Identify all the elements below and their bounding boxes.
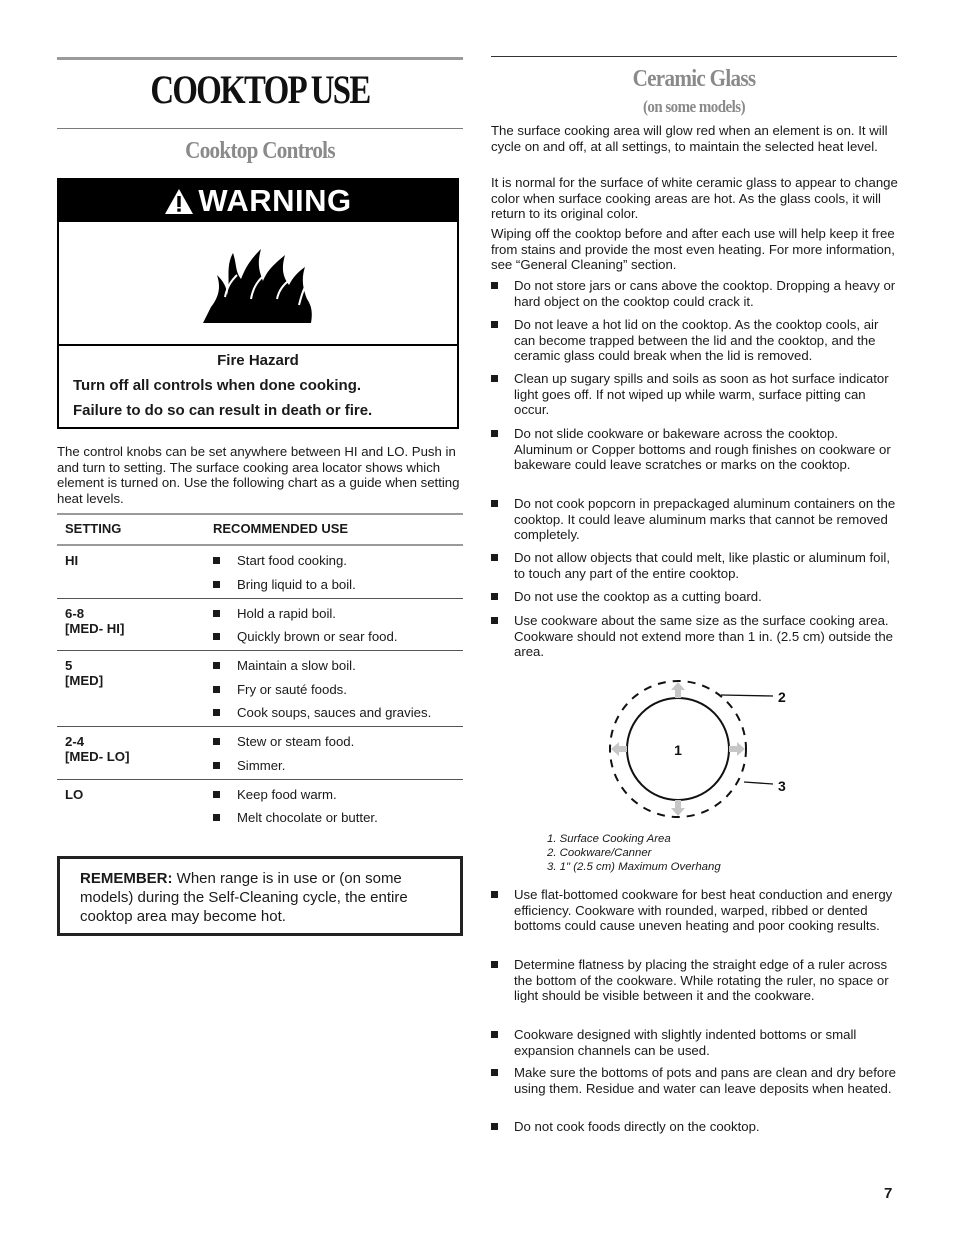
list-item: [491, 278, 899, 309]
list-item: [491, 1065, 899, 1096]
setting-label: [MED- LO]: [65, 749, 130, 764]
bullet-text: Do not slide cookware or bakeware across the cooktop. Aluminum or Copper bottoms and rough finishes on cookware or bakeware could leave scratches or marks on the cooktop.: [514, 426, 891, 473]
list-item: [491, 496, 899, 543]
bullet-square-icon: [491, 282, 498, 289]
hazard-line-2: Failure to do so can result in death or fire.: [73, 402, 373, 419]
hazard-text: [59, 346, 457, 419]
section-divider: [57, 128, 463, 129]
bullet-square-icon: [213, 814, 220, 821]
hazard-line-1: Turn off all controls when done cooking.: [73, 377, 362, 394]
table-header-row: [57, 514, 463, 545]
bullet-text: Use flat-bottomed cookware for best heat conduction and energy efficiency. Cookware with rounded, warped, ribbed or dented bottoms could cause uneven heating and poor cooking results.: [514, 887, 893, 934]
page-number: 7: [884, 1185, 893, 1202]
setting-label: [MED- HI]: [65, 620, 125, 636]
fire-icon: [201, 241, 316, 325]
bullet-text: Make sure the bottoms of pots and pans are clean and dry before using them. Residue and water can leave deposits when heated.: [514, 1065, 896, 1096]
hazard-title: Fire Hazard: [217, 352, 299, 369]
list-item: [213, 734, 463, 749]
use-cell: [205, 651, 463, 727]
bullet-square-icon: [213, 762, 220, 769]
list-item: [213, 606, 463, 621]
bullet-square-icon: [491, 554, 498, 561]
bullet-text: Do not cook popcorn in prepackaged aluminum containers on the cooktop. It could leave aluminum marks that cannot be removed completely.: [514, 496, 896, 543]
page-title: COOKTOP USE: [150, 67, 370, 112]
overhang-diagram-figure: [598, 676, 798, 826]
callout-1: 1: [674, 742, 682, 758]
use-text: Simmer.: [237, 757, 286, 773]
list-item: [213, 682, 463, 697]
warning-box: [57, 178, 459, 429]
list-item: [491, 426, 899, 473]
top-rule-right: [491, 56, 897, 57]
bullet-square-icon: [213, 557, 220, 564]
setting-label: [MED]: [65, 673, 104, 688]
remember-notice: [57, 856, 463, 936]
table-row: [57, 779, 463, 831]
section-subheading: (on some models): [642, 97, 746, 116]
use-cell: [205, 779, 463, 831]
setting-value: LO: [65, 786, 84, 802]
legend-item: 3. 1" (2.5 cm) Maximum Overhang: [547, 861, 721, 873]
paragraph: Wiping off the cooktop before and after each use will help keep it free from stains and provide the most even heating. For more information, see “General Cleaning” section.: [491, 226, 895, 273]
legend-item: 1. Surface Cooking Area: [547, 833, 671, 845]
setting-cell: [57, 598, 205, 651]
bullet-square-icon: [491, 891, 498, 898]
list-item: [213, 658, 463, 673]
setting-cell: [57, 727, 205, 780]
use-text: Fry or sauté foods.: [237, 681, 347, 697]
table-row: [57, 545, 463, 598]
bullet-text: Do not cook foods directly on the cooktop.: [514, 1119, 760, 1134]
bullet-square-icon: [213, 709, 220, 716]
table-row: [57, 651, 463, 727]
list-item: [213, 810, 463, 825]
use-text: Stew or steam food.: [237, 734, 355, 749]
warning-label: WARNING: [198, 183, 352, 218]
warning-triangle-icon: [164, 188, 194, 215]
list-item: [491, 613, 899, 660]
list-item: [491, 957, 899, 1004]
list-item: [491, 1119, 899, 1135]
list-item: [491, 371, 899, 418]
use-text: Start food cooking.: [237, 553, 347, 568]
bullet-square-icon: [491, 500, 498, 507]
bullet-square-icon: [213, 686, 220, 693]
bullet-square-icon: [213, 738, 220, 745]
bullet-text: Determine flatness by placing the straight edge of a ruler across the bottom of the cookware. While rotating the ruler, no space or light should be visible between it and the cookware.: [514, 957, 889, 1004]
callout-line-3: [744, 782, 773, 784]
list-item: [491, 887, 899, 934]
bullet-square-icon: [491, 1123, 498, 1130]
warning-banner: [59, 180, 457, 222]
list-item: [213, 705, 463, 720]
list-item: [213, 758, 463, 773]
heat-settings-table: [57, 513, 463, 831]
cookware-size-diagram: [598, 676, 798, 831]
top-rule-left: [57, 57, 463, 60]
use-text: Melt chocolate or butter.: [237, 810, 378, 825]
list-item: [491, 550, 899, 581]
bullet-square-icon: [491, 375, 498, 382]
callout-2: 2: [778, 689, 786, 705]
bullet-square-icon: [213, 633, 220, 640]
bullet-square-icon: [491, 1069, 498, 1076]
list-item: [213, 787, 463, 802]
table-row: [57, 727, 463, 780]
paragraph: The surface cooking area will glow red when an element is on. It will cycle on and off, at all settings, to maintain the selected heat level.: [491, 123, 888, 154]
callout-line-2: [721, 695, 773, 696]
use-text: Hold a rapid boil.: [237, 605, 336, 621]
bullet-text: Clean up sugary spills and soils as soon as hot surface indicator light goes off. If not wiped up while warm, surface pitting can occur.: [514, 371, 889, 418]
paragraph: It is normal for the surface of white ceramic glass to appear to change color when surface cooking areas are hot. As the glass cools, it will return to its original color.: [491, 175, 898, 222]
fire-area: [59, 222, 457, 346]
setting-value: HI: [65, 553, 79, 568]
setting-value: 2-4: [65, 734, 85, 749]
legend-item: 2. Cookware/Canner: [547, 847, 652, 859]
table-row: [57, 598, 463, 651]
use-text: Bring liquid to a boil.: [237, 576, 356, 592]
setting-value: 5: [65, 658, 73, 673]
section-heading-cooktop-controls: Cooktop Controls: [185, 138, 335, 164]
setting-cell: [57, 651, 205, 727]
bullet-square-icon: [213, 662, 220, 669]
bullet-square-icon: [491, 430, 498, 437]
use-cell: [205, 727, 463, 780]
list-item: [213, 577, 463, 592]
list-item: [213, 553, 463, 568]
list-item: [491, 1027, 899, 1058]
column-header-recommended-use: RECOMMENDED USE: [205, 514, 463, 545]
bullet-square-icon: [491, 593, 498, 600]
use-text: Cook soups, sauces and gravies.: [237, 705, 432, 720]
bullet-text: Use cookware about the same size as the surface cooking area. Cookware should not extend more than 1 in. (2.5 cm) outside the area.: [514, 613, 893, 660]
bullet-square-icon: [491, 617, 498, 624]
list-item: [491, 317, 899, 364]
use-cell: [205, 598, 463, 651]
callout-3: 3: [778, 778, 786, 794]
bullet-square-icon: [213, 791, 220, 798]
bullet-square-icon: [491, 321, 498, 328]
use-text: Quickly brown or sear food.: [237, 629, 398, 644]
use-text: Keep food warm.: [237, 786, 337, 802]
bullet-square-icon: [491, 1031, 498, 1038]
list-item: [491, 589, 899, 605]
setting-cell: [57, 779, 205, 831]
list-item: [213, 629, 463, 644]
remember-text: When range is in use or (on some models) during the Self-Cleaning cycle, the entire cooktop area may become hot.: [80, 870, 408, 925]
use-cell: [205, 545, 463, 598]
setting-value: 6-8: [65, 605, 85, 621]
bullet-square-icon: [213, 610, 220, 617]
controls-intro-paragraph: The control knobs can be set anywhere between HI and LO. Push in and turn to setting. The surface cooking area locator shows which element is turned on. Use the following chart as a guide when setting heat levels.: [57, 444, 460, 506]
setting-cell: [57, 545, 205, 598]
bullet-text: Do not allow objects that could melt, like plastic or aluminum foil, to touch any part of the entire cooktop.: [514, 550, 891, 581]
bullet-text: Cookware designed with slightly indented bottoms or small expansion channels can be used.: [514, 1027, 857, 1058]
bullet-square-icon: [213, 581, 220, 588]
diagram-legend: [547, 832, 721, 874]
use-text: Maintain a slow boil.: [237, 658, 356, 673]
bullet-square-icon: [491, 961, 498, 968]
column-header-setting: SETTING: [57, 514, 205, 545]
bullet-text: Do not store jars or cans above the cooktop. Dropping a heavy or hard object on the cooktop could crack it.: [514, 278, 896, 309]
bullet-text: Do not use the cooktop as a cutting board.: [514, 589, 762, 604]
section-heading-ceramic-glass: Ceramic Glass: [632, 66, 756, 92]
bullet-text: Do not leave a hot lid on the cooktop. As the cooktop cools, air can become trapped between the lid and the cooktop, and the ceramic glass could break when the lid is removed.: [514, 317, 879, 364]
remember-label: REMEMBER:: [80, 870, 173, 887]
